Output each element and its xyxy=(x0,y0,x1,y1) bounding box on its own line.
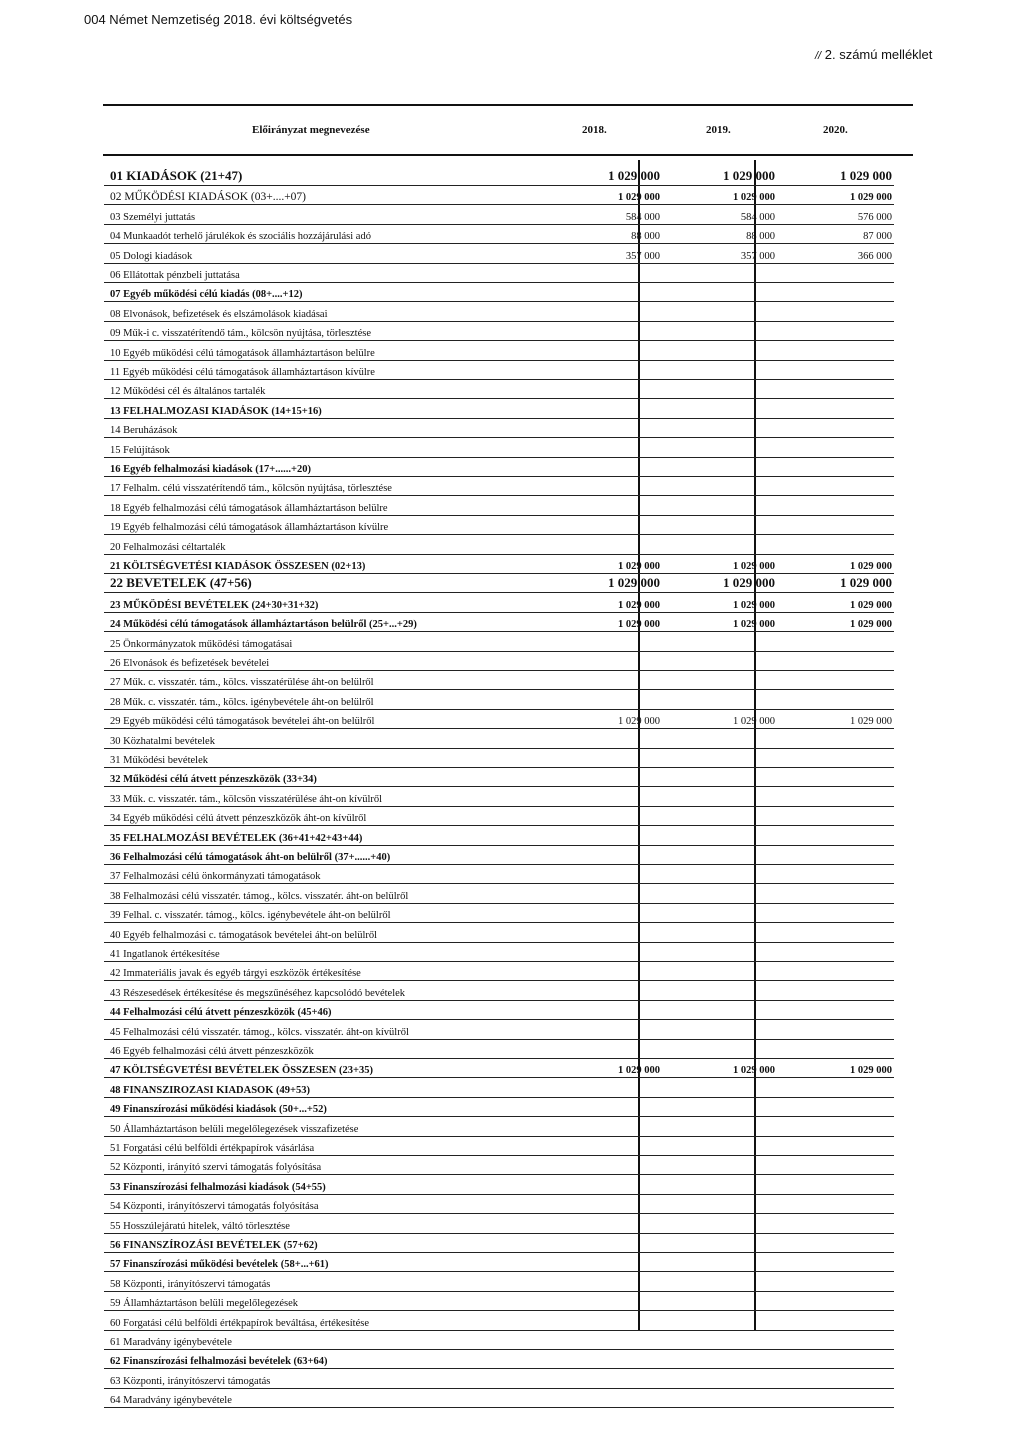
row-value-2018: 1 029 000 xyxy=(618,1065,660,1077)
table-row xyxy=(104,866,894,884)
header-bottom-rule xyxy=(103,154,913,156)
row-label: 21 KÖLTSÉGVETÉSI KIADÁSOK ÖSSZESEN (02+13) xyxy=(110,561,366,572)
table-row xyxy=(104,1196,894,1214)
row-label: 43 Részesedések értékesítése és megszűnéséhez kapcsolódó bevételek xyxy=(110,987,406,999)
row-value-2018: 1 029 000 xyxy=(608,575,660,591)
row-label: 23 MŰKÖDÉSI BEVÉTELEK (24+30+31+32) xyxy=(110,599,319,611)
table-row xyxy=(104,1022,894,1040)
table-row xyxy=(104,653,894,671)
row-value-2020: 576 000 xyxy=(857,211,892,223)
table-row xyxy=(104,1351,894,1369)
row-value-2018: 1 029 000 xyxy=(618,599,660,611)
row-value-2018: 357 000 xyxy=(625,250,660,262)
table-row xyxy=(104,187,894,205)
row-label: 46 Egyéb felhalmozási célú átvett pénzeszközök xyxy=(110,1046,314,1057)
row-label: 56 FINANSZÍROZÁSI BEVÉTELEK (57+62) xyxy=(110,1240,318,1251)
row-value-2020: 1 029 000 xyxy=(850,716,892,728)
row-value-2019: 1 029 000 xyxy=(733,716,775,728)
row-value-2020: 87 000 xyxy=(863,231,892,243)
row-value-2018: 1 029 000 xyxy=(618,619,660,631)
row-label: 34 Egyéb működési célú átvett pénzeszközök áht-on kívülről xyxy=(110,813,367,825)
row-label: 30 Közhatalmi bevételek xyxy=(110,735,215,747)
row-label: 49 Finanszírozási működési kiadások (50+...+52) xyxy=(110,1104,327,1116)
row-label: 57 Finanszírozási működési bevételek (58+...+61) xyxy=(110,1259,329,1271)
row-value-2019: 584 000 xyxy=(740,211,775,223)
table-row xyxy=(104,614,894,632)
row-value-2020: 1 029 000 xyxy=(850,561,892,572)
column-header-label: Előirányzat megnevezése xyxy=(252,124,370,136)
table-row xyxy=(104,595,894,613)
table-row xyxy=(104,440,894,458)
table-row xyxy=(104,537,894,555)
table-row xyxy=(104,1235,894,1253)
table-row xyxy=(104,478,894,496)
row-value-2019: 1 029 000 xyxy=(733,561,775,572)
row-label: 40 Egyéb felhalmozási c. támogatások bevételei áht-on belülről xyxy=(110,929,378,941)
row-label: 61 Maradvány igénybevétele xyxy=(110,1337,232,1348)
row-value-2020: 1 029 000 xyxy=(840,168,892,183)
table-row xyxy=(104,420,894,438)
table-row xyxy=(104,1293,894,1311)
table-row xyxy=(104,1332,894,1350)
row-label: 10 Egyéb működési célú támogatások államháztartáson belülre xyxy=(110,347,375,359)
row-label: 36 Felhalmozási célú támogatások áht-on belülről (37+......+40) xyxy=(110,852,391,863)
row-label: 17 Felhalm. célú visszatérítendő tám., kölcsön nyújtása, törlesztése xyxy=(110,483,392,495)
row-value-2018: 1 029 000 xyxy=(618,561,660,572)
table-row xyxy=(104,401,894,419)
table-row xyxy=(104,983,894,1001)
table-row xyxy=(104,1313,894,1331)
table-row xyxy=(104,1099,894,1117)
row-label: 04 Munkaadót terhelő járulékok és szociális hozzájárulási adó xyxy=(110,231,371,243)
row-value-2019: 88 000 xyxy=(746,231,775,243)
table-row xyxy=(104,847,894,865)
table-row xyxy=(104,1390,894,1408)
row-value-2018: 1 029 000 xyxy=(608,168,660,183)
row-label: 55 Hosszúlejáratú hitelek, váltó törlesztése xyxy=(110,1220,290,1232)
row-value-2019: 1 029 000 xyxy=(733,192,775,204)
row-label: 16 Egyéb felhalmozási kiadások (17+......+20) xyxy=(110,464,311,475)
table-row xyxy=(104,672,894,690)
column-header-2019: 2019. xyxy=(706,124,731,136)
table-row xyxy=(104,207,894,225)
row-label: 58 Központi, irányítószervi támogatás xyxy=(110,1278,271,1290)
row-label: 14 Beruházások xyxy=(110,425,178,437)
row-label: 54 Központi, irányítószervi támogatás folyósítása xyxy=(110,1201,319,1213)
table-row xyxy=(104,1002,894,1020)
row-value-2018: 584 000 xyxy=(625,211,660,223)
row-label: 28 Műk. c. visszatér. tám., kölcs. igénybevétele áht-on belülről xyxy=(110,696,374,708)
row-value-2020: 366 000 xyxy=(857,250,892,262)
row-value-2019: 1 029 000 xyxy=(723,168,775,183)
table-row xyxy=(104,168,894,186)
table-row xyxy=(104,750,894,768)
row-label: 64 Maradvány igénybevétele xyxy=(110,1395,232,1407)
table-row xyxy=(104,1254,894,1272)
table-row xyxy=(104,692,894,710)
row-label: 51 Forgatási célú belföldi értékpapírok vásárlása xyxy=(110,1143,315,1154)
row-value-2020: 1 029 000 xyxy=(850,619,892,631)
row-label: 45 Felhalmozási célú visszatér. támog., kölcs. visszatér. áht-on kívülről xyxy=(110,1026,409,1038)
row-label: 19 Egyéb felhalmozási célú támogatások államháztartáson kívülre xyxy=(110,522,389,534)
row-label: 31 Működési bevételek xyxy=(110,755,208,766)
row-label: 22 BEVETELEK (47+56) xyxy=(110,575,252,591)
row-value-2020: 1 029 000 xyxy=(850,1065,892,1077)
table-row xyxy=(104,711,894,729)
annex-number: 2. számú melléklet xyxy=(824,47,933,62)
row-label: 20 Felhalmozási céltartalék xyxy=(110,541,226,553)
column-header-2018: 2018. xyxy=(582,124,607,136)
table-row xyxy=(104,1216,894,1234)
row-label: 33 Műk. c. visszatér. tám., kölcsön visszatérülése áht-on kívülről xyxy=(110,793,383,805)
table-row xyxy=(104,886,894,904)
row-label: 50 Államháztartáson belüli megelőlegezések visszafizetése xyxy=(110,1123,359,1135)
table-row xyxy=(104,1060,894,1078)
table-row xyxy=(104,498,894,516)
row-label: 62 Finanszírozási felhalmozási bevételek (63+64) xyxy=(110,1356,328,1368)
column-header-2020: 2020. xyxy=(823,124,848,136)
row-label: 15 Felújítások xyxy=(110,444,170,456)
table-row xyxy=(104,323,894,341)
table-row xyxy=(104,575,894,593)
row-label: 35 FELHALMOZÁSI BEVÉTELEK (36+41+42+43+44) xyxy=(110,832,363,844)
row-label: 05 Dologi kiadások xyxy=(110,250,193,262)
row-value-2018: 1 029 000 xyxy=(618,192,660,204)
table-row xyxy=(104,246,894,264)
row-label: 44 Felhalmozási célú átvett pénzeszközök (45+46) xyxy=(110,1007,332,1019)
row-label: 18 Egyéb felhalmozási célú támogatások államháztartáson belülre xyxy=(110,502,388,514)
table-row xyxy=(104,1177,894,1195)
row-label: 01 KIADÁSOK (21+47) xyxy=(110,168,243,183)
table-row xyxy=(104,265,894,283)
table-row xyxy=(104,731,894,749)
row-label: 41 Ingatlanok értékesítése xyxy=(110,949,220,960)
row-label: 12 Működési cél és általános tartalék xyxy=(110,386,266,398)
table-row xyxy=(104,556,894,574)
row-label: 52 Központi, irányító szervi támogatás folyósítása xyxy=(110,1162,322,1174)
table-row xyxy=(104,459,894,477)
row-label: 09 Műk-i c. visszatérítendő tám., kölcsön nyújtása, törlesztése xyxy=(110,328,371,340)
row-label: 37 Felhalmozási célú önkormányzati támogatások xyxy=(110,871,321,883)
table-row xyxy=(104,1157,894,1175)
row-label: 24 Működési célú támogatások államháztartáson belülről (25+...+29) xyxy=(110,619,417,631)
table-row xyxy=(104,304,894,322)
row-label: 06 Ellátottak pénzbeli juttatása xyxy=(110,270,240,281)
table-row xyxy=(104,343,894,361)
table-row xyxy=(104,828,894,846)
row-label: 07 Egyéb működési célú kiadás (08+....+12) xyxy=(110,289,303,301)
table-row xyxy=(104,634,894,652)
table-row xyxy=(104,905,894,923)
row-label: 47 KÖLTSÉGVETÉSI BEVÉTELEK ÖSSZESEN (23+35) xyxy=(110,1065,373,1077)
table-row xyxy=(104,381,894,399)
table-row xyxy=(104,1371,894,1389)
row-label: 38 Felhalmozási célú visszatér. támog., kölcs. visszatér. áht-on belülről xyxy=(110,890,409,902)
table-top-rule xyxy=(103,104,913,106)
table-row xyxy=(104,963,894,981)
row-label: 29 Egyéb működési célú támogatások bevételei áht-on belülről xyxy=(110,716,375,728)
row-label: 08 Elvonások, befizetések és elszámolások kiadásai xyxy=(110,308,328,320)
row-label: 59 Államháztartáson belüli megelőlegezések xyxy=(110,1298,299,1310)
row-label: 53 Finanszírozási felhalmozási kiadások (54+55) xyxy=(110,1181,326,1193)
row-label: 02 MŰKÖDÉSI KIADÁSOK (03+....+07) xyxy=(110,191,307,204)
table-row xyxy=(104,517,894,535)
row-value-2020: 1 029 000 xyxy=(850,192,892,204)
table-row xyxy=(104,944,894,962)
row-value-2019: 1 029 000 xyxy=(723,575,775,591)
row-label: 39 Felhal. c. visszatér. támog., kölcs. igénybevétele áht-on belülről xyxy=(110,910,391,922)
table-row xyxy=(104,1138,894,1156)
row-label: 03 Személyi juttatás xyxy=(110,211,196,223)
table-row xyxy=(104,769,894,787)
row-value-2018: 88 000 xyxy=(631,231,660,243)
row-value-2019: 357 000 xyxy=(740,250,775,262)
row-label: 27 Műk. c. visszatér. tám., kölcs. visszatérülése áht-on belülről xyxy=(110,677,374,689)
row-value-2018: 1 029 000 xyxy=(618,716,660,728)
table-row xyxy=(104,808,894,826)
row-label: 42 Immateriális javak és egyéb tárgyi eszközök értékesítése xyxy=(110,968,361,980)
table-row xyxy=(104,362,894,380)
row-label: 26 Elvonások és befizetések bevételei xyxy=(110,658,270,669)
row-label: 11 Egyéb működési célú támogatások államháztartáson kívülre xyxy=(110,367,375,378)
handwritten-mark: // xyxy=(815,50,822,62)
table-row xyxy=(104,1119,894,1137)
row-label: 60 Forgatási célú belföldi értékpapírok beváltása, értékesítése xyxy=(110,1317,370,1329)
table-row xyxy=(104,1041,894,1059)
row-value-2019: 1 029 000 xyxy=(733,599,775,611)
annex-label xyxy=(815,47,932,62)
row-value-2020: 1 029 000 xyxy=(840,575,892,591)
row-label: 48 FINANSZIROZASI KIADASOK (49+53) xyxy=(110,1084,310,1096)
table-row xyxy=(104,1080,894,1098)
row-value-2019: 1 029 000 xyxy=(733,619,775,631)
document-title: 004 Német Nemzetiség 2018. évi költségvetés xyxy=(84,12,353,27)
table-row xyxy=(104,226,894,244)
table-row xyxy=(104,284,894,302)
table-row xyxy=(104,925,894,943)
row-label: 32 Működési célú átvett pénzeszközök (33+34) xyxy=(110,774,317,786)
row-label: 13 FELHALMOZASI KIADÁSOK (14+15+16) xyxy=(110,405,322,417)
table-row xyxy=(104,789,894,807)
table-row xyxy=(104,1274,894,1292)
row-value-2020: 1 029 000 xyxy=(850,599,892,611)
row-label: 63 Központi, irányítószervi támogatás xyxy=(110,1375,271,1387)
row-label: 25 Önkormányzatok működési támogatásai xyxy=(110,638,293,650)
row-value-2019: 1 029 000 xyxy=(733,1065,775,1077)
